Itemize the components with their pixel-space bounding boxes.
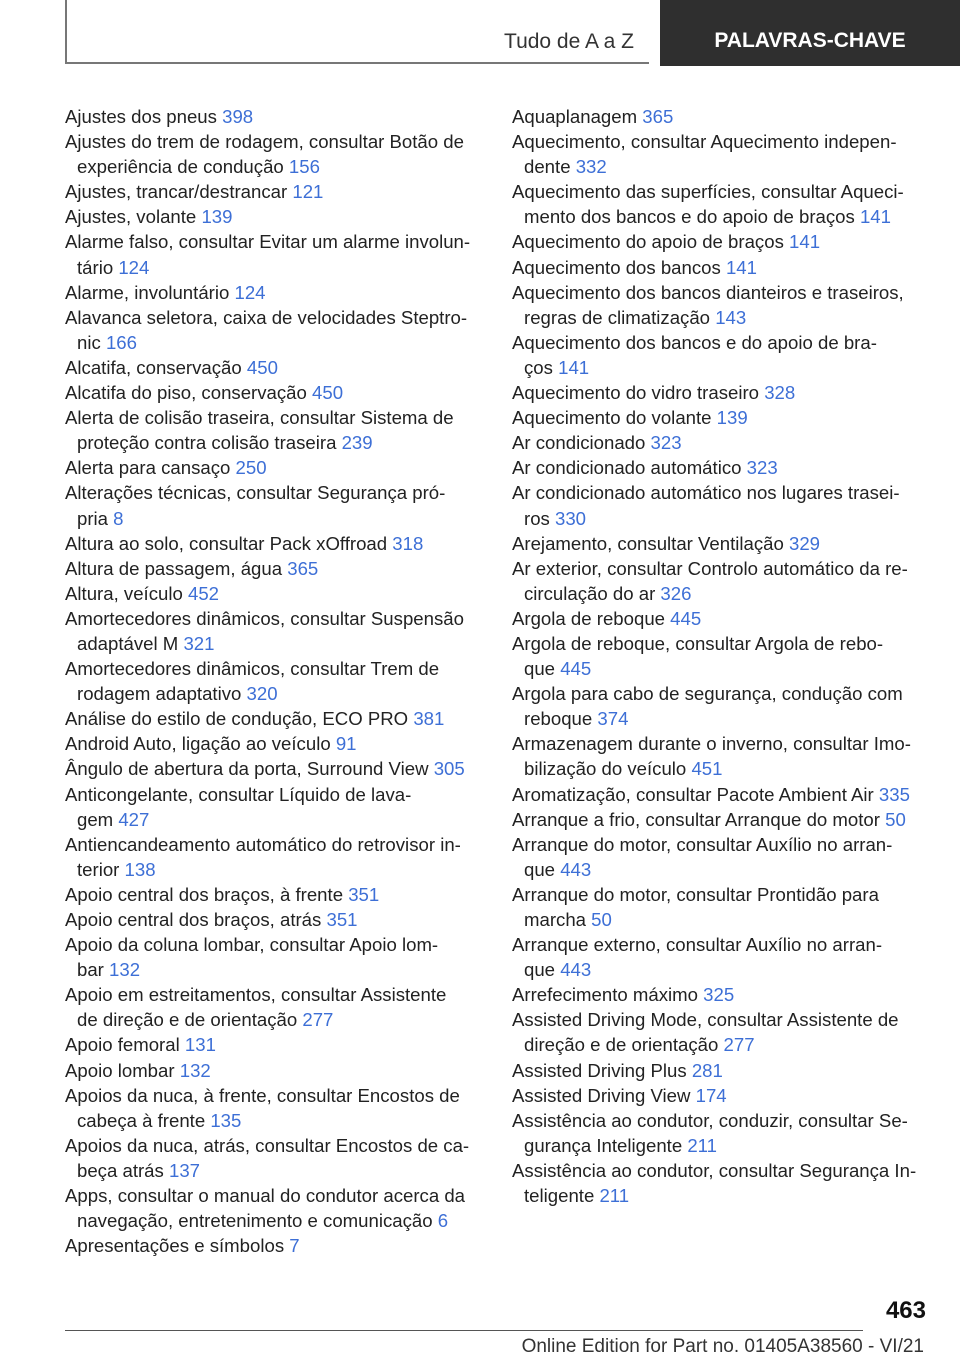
index-entry: [65, 1032, 479, 1057]
index-entry: [512, 405, 926, 430]
page-reference-link[interactable]: 443: [560, 858, 592, 880]
index-entry: [65, 706, 479, 731]
index-entry: [65, 606, 479, 656]
page-reference-link[interactable]: 124: [118, 256, 150, 278]
index-entry-text: pria: [77, 507, 114, 529]
index-entry: [512, 782, 926, 807]
index-entry: [65, 305, 479, 355]
index-entry-text: Alarme falso, consultar Evitar um alarme involun‐: [65, 231, 471, 253]
page-reference-link[interactable]: 445: [560, 658, 592, 680]
page-reference-link[interactable]: 330: [555, 507, 587, 529]
index-entry-text: gurança Inteligente: [524, 1134, 688, 1156]
index-entry-text: bar: [77, 959, 110, 981]
index-entry: [512, 129, 926, 179]
index-entry-text: Alerta para cansaço: [65, 457, 236, 479]
page-reference-link[interactable]: 156: [288, 156, 320, 178]
index-entry-text: Alerta de colisão traseira, consultar Sistema de: [65, 407, 454, 429]
index-entry-text: Alterações técnicas, consultar Segurança pró‐: [65, 482, 446, 504]
page-reference-link[interactable]: 277: [302, 1009, 334, 1031]
index-entry: [512, 932, 926, 982]
index-entry: [512, 882, 926, 932]
page-reference-link[interactable]: 427: [118, 808, 150, 830]
index-entry: [65, 204, 479, 229]
page-reference-link[interactable]: 351: [326, 909, 358, 930]
page-reference-link[interactable]: 7: [289, 1235, 300, 1257]
index-entry-text: Android Auto, ligação ao veículo: [65, 733, 336, 755]
index-entry-text: bilização do veículo: [524, 758, 692, 780]
page-reference-link[interactable]: 326: [660, 582, 692, 604]
index-entry-text: Apoio femoral: [65, 1034, 185, 1056]
index-entry-text: navegação, entretenimento e comunicação: [77, 1210, 438, 1232]
index-entry-text: Altura ao solo, consultar Pack xOffroad: [65, 532, 393, 554]
index-column-right: [512, 104, 926, 1208]
index-entry-text: Ar condicionado automático nos lugares trasei‐: [512, 482, 900, 504]
index-entry-text: Assistência ao condutor, conduzir, consultar Se‐: [512, 1109, 908, 1131]
page-reference-link[interactable]: 320: [246, 683, 278, 705]
index-entry: [512, 1083, 926, 1108]
index-entry-text: Aquecimento dos bancos e do apoio de bra‐: [512, 331, 877, 353]
index-entry-text: que: [524, 858, 561, 880]
page-reference-link[interactable]: 445: [670, 607, 702, 629]
index-entry: [65, 480, 479, 530]
index-entry: [65, 982, 479, 1032]
index-entry: [512, 280, 926, 330]
index-entry-text: Aquecimento do volante: [512, 407, 717, 429]
index-entry-text: Arranque a frio, consultar Arranque do motor: [512, 808, 886, 830]
index-entry: [65, 1133, 479, 1183]
index-entry-text: Análise do estilo de condução, ECO PRO: [65, 708, 414, 730]
index-entry: [512, 430, 926, 455]
page-reference-link[interactable]: 305: [433, 758, 465, 780]
index-entry-text: Ajustes do trem de rodagem, consultar Botão de: [65, 131, 464, 153]
index-entry-text: Altura, veículo: [65, 582, 188, 604]
page-reference-link[interactable]: 452: [187, 582, 220, 604]
page-reference-link[interactable]: 321: [183, 632, 215, 654]
page-reference-link[interactable]: 139: [716, 407, 748, 429]
page-reference-link[interactable]: 8: [113, 507, 124, 529]
index-entry-text: beça atrás: [77, 1159, 169, 1181]
page-reference-link[interactable]: 143: [715, 306, 747, 328]
index-entry-text: gem: [77, 808, 119, 830]
header-rule-horizontal: [65, 62, 649, 64]
index-entry: [512, 531, 926, 556]
index-entry-text: Aquecimento dos bancos dianteiros e traseiros,: [512, 281, 904, 303]
index-entry: [512, 631, 926, 681]
index-entry-text: de direção e de orientação: [77, 1009, 303, 1031]
index-entry-text: Apoio central dos braços, atrás: [65, 909, 327, 930]
index-entry: [65, 731, 479, 756]
page-reference-link[interactable]: 124: [234, 281, 266, 303]
page-reference-link[interactable]: 351: [348, 883, 380, 905]
page-reference-link[interactable]: 318: [392, 532, 424, 554]
index-entry-text: Apoio central dos braços, à frente: [65, 883, 349, 905]
page-reference-link[interactable]: 323: [746, 457, 778, 479]
index-entry-text: Ar condicionado: [512, 432, 651, 454]
page-reference-link[interactable]: 91: [335, 733, 357, 755]
index-entry-text: Assisted Driving Mode, consultar Assistente de: [512, 1009, 899, 1031]
index-entry: [65, 104, 479, 129]
page-reference-link[interactable]: 329: [789, 532, 821, 554]
index-entry-text: Assistência ao condutor, consultar Segurança In‐: [512, 1159, 917, 1181]
index-entry-text: Aquecimento dos bancos: [512, 256, 726, 278]
index-entry: [65, 455, 479, 480]
index-entry-text: mento dos bancos e do apoio de braços: [524, 206, 860, 228]
page-reference-link[interactable]: 6: [437, 1210, 449, 1232]
index-entry: [65, 179, 479, 204]
page-reference-link[interactable]: 450: [246, 356, 278, 378]
page-reference-link[interactable]: 139: [201, 206, 233, 228]
page-reference-link[interactable]: 50: [885, 808, 906, 830]
page-reference-link[interactable]: 135: [210, 1109, 242, 1131]
page-reference-link[interactable]: 141: [859, 206, 891, 228]
index-entry: [512, 330, 926, 380]
page-reference-link[interactable]: 325: [703, 984, 735, 1006]
index-entry-text: Anticongelante, consultar Líquido de lava‐: [65, 783, 412, 805]
index-entry-text: ros: [524, 507, 555, 529]
index-entry-text: Amortecedores dinâmicos, consultar Trem de: [65, 658, 440, 680]
page-reference-link[interactable]: 250: [235, 457, 267, 479]
page-reference-link[interactable]: 443: [560, 959, 592, 981]
index-entry: [65, 581, 479, 606]
index-column-left: [65, 104, 479, 1258]
index-entry-text: Aromatização, consultar Pacote Ambient Air: [512, 783, 879, 805]
index-entry-text: rodagem adaptativo: [77, 683, 247, 705]
index-entry-text: Argola para cabo de segurança, condução com: [512, 683, 903, 705]
index-entry-text: Ajustes, volante: [65, 206, 202, 228]
header-rule-vertical: [65, 0, 67, 62]
index-entry: [65, 1233, 479, 1258]
index-entry: [512, 1108, 926, 1158]
index-entry: [512, 229, 926, 254]
index-entry-text: experiência de condução: [77, 156, 289, 178]
index-entry: [65, 280, 479, 305]
index-entry-text: Aquecimento do vidro traseiro: [512, 382, 765, 404]
index-entry: [512, 681, 926, 731]
index-entry-text: terior: [77, 858, 125, 880]
page-reference-link[interactable]: 374: [597, 708, 629, 730]
index-entry: [512, 480, 926, 530]
page-reference-link[interactable]: 132: [109, 959, 141, 981]
index-entry: [512, 807, 926, 832]
index-entry: [65, 1183, 479, 1233]
index-entry: [65, 1058, 479, 1083]
index-entry-text: Altura de passagem, água: [65, 557, 288, 579]
index-entry-text: Apoio da coluna lombar, consultar Apoio lom‐: [65, 934, 439, 956]
page-reference-link[interactable]: 211: [687, 1134, 717, 1156]
index-entry-text: que: [524, 959, 561, 981]
index-entry-text: Apps, consultar o manual do condutor acerca da: [65, 1185, 466, 1207]
index-entry: [65, 380, 479, 405]
page-reference-link[interactable]: 137: [169, 1159, 201, 1181]
index-entry: [512, 1158, 926, 1208]
index-entry-text: Apoio lombar: [65, 1059, 180, 1081]
index-entry: [65, 832, 479, 882]
footer-rule: [65, 1330, 863, 1331]
page-reference-link[interactable]: 141: [789, 231, 821, 253]
index-entry: [512, 1058, 926, 1083]
index-entry-text: direção e de orientação: [524, 1034, 724, 1056]
chapter-tab: [660, 0, 960, 66]
index-entry-text: Arranque externo, consultar Auxílio no arran‐: [512, 934, 883, 956]
index-entry-text: Apoio em estreitamentos, consultar Assistente: [65, 984, 447, 1006]
index-entry: [512, 606, 926, 631]
index-entry-text: Ângulo de abertura da porta, Surround View: [65, 758, 434, 780]
page-reference-link[interactable]: 332: [575, 156, 607, 178]
index-entry: [65, 556, 479, 581]
page-reference-link[interactable]: 50: [591, 909, 612, 930]
index-entry: [512, 556, 926, 606]
index-entry-text: Argola de reboque: [512, 607, 671, 629]
index-entry: [65, 656, 479, 706]
index-entry: [65, 756, 479, 781]
index-entry-text: Armazenagem durante o inverno, consultar Imo‐: [512, 733, 911, 755]
page-reference-link[interactable]: 121: [292, 181, 324, 203]
index-entry-text: Apoios da nuca, à frente, consultar Encostos de: [65, 1084, 460, 1106]
page-reference-link[interactable]: 131: [184, 1034, 216, 1056]
index-entry-text: que: [524, 658, 561, 680]
page-reference-link[interactable]: 328: [764, 382, 796, 404]
page-reference-link[interactable]: 166: [105, 331, 137, 353]
index-entry: [512, 455, 926, 480]
index-entry-text: ços: [524, 356, 559, 378]
index-entry-text: Apoios da nuca, atrás, consultar Encostos de ca‐: [65, 1134, 470, 1156]
index-entry: [65, 882, 479, 907]
page-reference-link[interactable]: 451: [691, 758, 723, 780]
index-entry: [65, 907, 479, 932]
index-entry-text: Arranque do motor, consultar Prontidão para: [512, 883, 879, 905]
index-entry-text: Ar exterior, consultar Controlo automático da re‐: [512, 557, 908, 579]
index-entry: [512, 104, 926, 129]
index-entry-text: Aquecimento das superfícies, consultar Aqueci‐: [512, 181, 904, 203]
index-entry-text: Arrefecimento máximo: [512, 984, 704, 1006]
index-entry: [65, 355, 479, 380]
page-reference-link[interactable]: 365: [287, 557, 319, 579]
index-entry: [512, 179, 926, 229]
index-entry-text: dente: [524, 156, 576, 178]
page-reference-link[interactable]: 323: [650, 432, 682, 454]
index-entry-text: Antiencandeamento automático do retrovisor in‐: [65, 833, 461, 855]
index-entry-text: Ajustes dos pneus: [65, 106, 223, 127]
index-entry-text: Aquaplanagem: [512, 106, 643, 127]
index-entry: [65, 405, 479, 455]
index-entry-text: circulação do ar: [524, 582, 661, 604]
index-entry-text: Ajustes, trancar/destrancar: [65, 181, 293, 203]
index-entry: [65, 531, 479, 556]
page-reference-link[interactable]: 398: [222, 106, 254, 127]
index-entry: [512, 255, 926, 280]
index-entry: [65, 782, 479, 832]
page-reference-link[interactable]: 335: [878, 783, 910, 805]
index-entry: [512, 832, 926, 882]
index-entry-text: Apresentações e símbolos: [65, 1235, 290, 1257]
page-reference-link[interactable]: 381: [413, 708, 445, 730]
index-entry-text: Alarme, involuntário: [65, 281, 235, 303]
index-entry-text: Argola de reboque, consultar Argola de rebo‐: [512, 632, 884, 654]
page-reference-link[interactable]: 365: [642, 106, 674, 127]
page-reference-link[interactable]: 211: [599, 1185, 630, 1207]
index-entry-text: proteção contra colisão traseira: [77, 432, 342, 454]
page-reference-link[interactable]: 138: [124, 858, 156, 880]
page-reference-link[interactable]: 141: [725, 256, 757, 278]
index-entry-text: adaptável M: [77, 632, 184, 654]
page-reference-link[interactable]: 277: [723, 1034, 755, 1056]
index-entry-text: reboque: [524, 708, 598, 730]
section-title: Tudo de A a Z: [504, 30, 634, 53]
page-number: 463: [885, 1297, 926, 1324]
index-entry: [512, 731, 926, 781]
index-entry-text: Alcatifa, conservação: [65, 356, 247, 378]
index-entry-text: Assisted Driving View: [512, 1084, 696, 1106]
index-entry-text: marcha: [524, 909, 592, 930]
index-entry-text: Alavanca seletora, caixa de velocidades Steptro‐: [65, 306, 468, 328]
index-entry-text: nic: [77, 331, 106, 353]
index-entry-text: cabeça à frente: [77, 1109, 211, 1131]
index-entry: [65, 1083, 479, 1133]
page-reference-link[interactable]: 281: [691, 1059, 723, 1081]
index-entry-text: regras de climatização: [524, 306, 716, 328]
index-entry-text: Ar condicionado automático: [512, 457, 747, 479]
index-entry: [65, 229, 479, 279]
index-entry: [65, 932, 479, 982]
index-entry-text: Arranque do motor, consultar Auxílio no arran‐: [512, 833, 893, 855]
page-reference-link[interactable]: 239: [341, 432, 373, 454]
index-entry: [512, 380, 926, 405]
index-entry-text: Amortecedores dinâmicos, consultar Suspensão: [65, 607, 464, 629]
index-entry: [512, 982, 926, 1007]
page-reference-link[interactable]: 450: [312, 382, 344, 404]
index-entry-text: Assisted Driving Plus: [512, 1059, 692, 1081]
index-entry-text: Aquecimento, consultar Aquecimento indepen‐: [512, 131, 897, 153]
index-entry: [512, 1007, 926, 1057]
index-entry: [65, 129, 479, 179]
index-entry-text: Alcatifa do piso, conservação: [65, 382, 313, 404]
index-entry-text: tário: [77, 256, 119, 278]
page-reference-link[interactable]: 141: [558, 356, 590, 378]
index-entry-text: teligente: [524, 1185, 600, 1207]
footer-edition: Online Edition for Part no. 01405A38560 - VI/21: [521, 1336, 924, 1357]
page-reference-link[interactable]: 132: [179, 1059, 211, 1081]
chapter-title: PALAVRAS-CHAVE: [714, 29, 906, 52]
index-entry-text: Arejamento, consultar Ventilação: [512, 532, 789, 554]
page-reference-link[interactable]: 174: [695, 1084, 727, 1106]
index-entry-text: Aquecimento do apoio de braços: [512, 231, 790, 253]
